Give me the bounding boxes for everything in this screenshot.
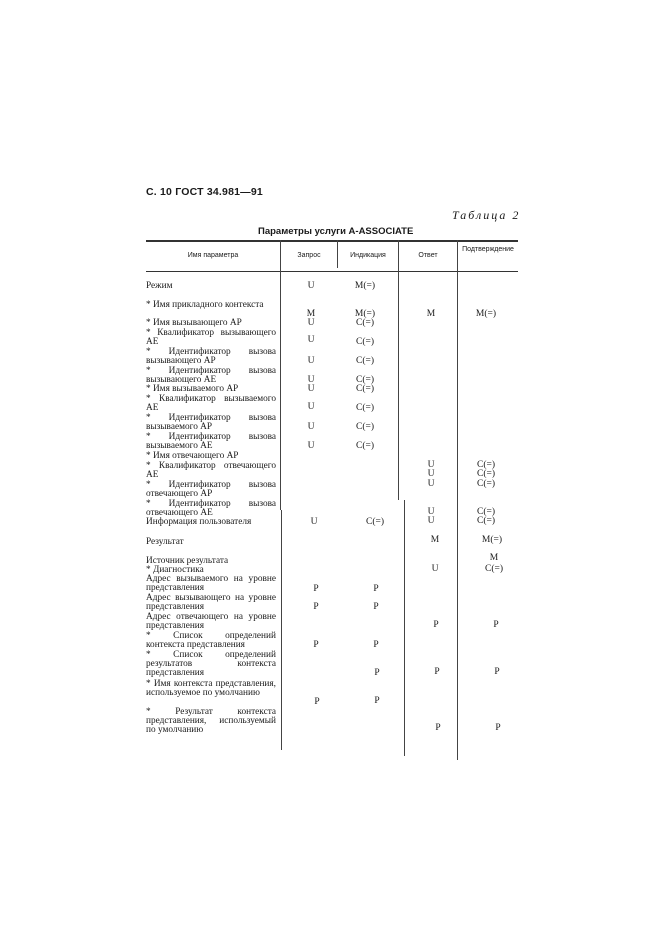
request-value: P (313, 584, 319, 594)
parameter-name: * Квалификатор вызываемого АЕ (146, 394, 276, 414)
confirm-value: C(=) (476, 507, 496, 517)
request-value: U (307, 384, 315, 394)
parameter-name: * Идентификатор вызова вызывающего АР (146, 347, 276, 367)
indication-value: C(=) (355, 403, 375, 413)
response-value: U (427, 479, 435, 489)
column-header-response: Ответ (418, 252, 438, 259)
request-value: P (314, 697, 320, 707)
column-divider (281, 510, 282, 750)
parameter-name: Адрес вызываемого на уровне представления (146, 574, 276, 594)
response-value: U (427, 460, 435, 470)
parameter-name: * Идентификатор вызова отвечающего АЕ (146, 499, 276, 519)
confirm-value: M(=) (475, 309, 497, 319)
parameter-name: Адрес вызывающего на уровне представления (146, 593, 276, 613)
indication-value: P (373, 602, 379, 612)
parameter-name: * Список определений результатов контекста представления (146, 650, 276, 679)
column-divider (337, 240, 338, 268)
request-value: U (310, 517, 318, 527)
confirm-value: C(=) (476, 479, 496, 489)
parameter-name: Режим (146, 281, 173, 291)
page-header: С. 10 ГОСТ 34.981—91 (146, 186, 263, 198)
parameter-name: * Квалификатор отвечающего АЕ (146, 461, 276, 481)
table-top-rule (146, 240, 518, 242)
response-value: U (427, 507, 435, 517)
column-divider (280, 240, 281, 510)
table-number: Таблица 2 (452, 208, 521, 222)
confirm-value: P (495, 723, 501, 733)
response-value: U (427, 469, 435, 479)
parameter-name: * Идентификатор вызова вызываемого АЕ (146, 432, 276, 452)
parameter-name: * Имя вызывающего АР (146, 318, 242, 328)
response-value: P (434, 667, 440, 677)
indication-value: M(=) (354, 281, 376, 291)
confirm-value: C(=) (484, 564, 504, 574)
request-value: U (307, 318, 315, 328)
confirm-value: C(=) (476, 516, 496, 526)
indication-value: C(=) (355, 356, 375, 366)
request-value: U (307, 375, 315, 385)
indication-value: C(=) (365, 517, 385, 527)
indication-value: C(=) (355, 337, 375, 347)
confirm-value: M(=) (481, 535, 503, 545)
indication-value: M(=) (354, 309, 376, 319)
response-value: U (427, 516, 435, 526)
response-value: M (430, 535, 440, 545)
parameter-name: * Идентификатор вызова отвечающего АР (146, 480, 276, 500)
parameter-name: * Список определений контекста представления (146, 631, 276, 651)
parameter-name: Адрес отвечающего на уровне представления (146, 612, 276, 632)
parameter-name: * Идентификатор вызова вызываемого АР (146, 413, 276, 433)
parameter-name: Источник результата (146, 556, 229, 566)
response-value: P (433, 620, 439, 630)
parameter-name: Результат (146, 537, 184, 547)
request-value: U (307, 356, 315, 366)
request-value: U (307, 281, 315, 291)
request-value: P (313, 640, 319, 650)
parameter-name: * Диагностика (146, 565, 204, 575)
column-header-confirm: Подтверждение (462, 246, 514, 253)
parameter-name: * Имя контекста представления, используемое по умолчанию (146, 679, 276, 699)
parameter-name: * Имя отвечающего АР (146, 451, 239, 461)
response-value: U (431, 564, 439, 574)
response-value: P (435, 723, 441, 733)
indication-value: P (374, 696, 380, 706)
indication-value: C(=) (355, 375, 375, 385)
request-value: P (313, 602, 319, 612)
indication-value: P (374, 668, 380, 678)
parameter-name: * Имя прикладного контекста (146, 300, 264, 310)
confirm-value: M (489, 553, 499, 563)
request-value: U (307, 422, 315, 432)
indication-value: P (373, 584, 379, 594)
request-value: U (307, 335, 315, 345)
table-caption: Параметры услуги A-ASSOCIATE (258, 226, 414, 237)
column-header-request: Запрос (297, 252, 321, 259)
column-divider (398, 240, 399, 500)
parameter-name: Информация пользователя (146, 517, 252, 527)
confirm-value: C(=) (476, 469, 496, 479)
column-header-name: Имя параметра (187, 252, 239, 259)
column-divider (457, 240, 458, 760)
indication-value: C(=) (355, 422, 375, 432)
parameter-name: * Имя вызываемого АР (146, 384, 239, 394)
column-header-indication: Индикация (350, 252, 386, 259)
confirm-value: C(=) (476, 460, 496, 470)
request-value: M (306, 309, 316, 319)
request-value: U (307, 402, 315, 412)
parameter-name: * Идентификатор вызова вызывающего АЕ (146, 366, 276, 386)
request-value: U (307, 441, 315, 451)
response-value: M (426, 309, 436, 319)
confirm-value: P (493, 620, 499, 630)
confirm-value: P (494, 667, 500, 677)
indication-value: P (373, 640, 379, 650)
parameter-name: * Квалификатор вызывающего АЕ (146, 328, 276, 348)
indication-value: C(=) (355, 384, 375, 394)
parameter-name: * Результат контекста представления, используемый по умолчанию (146, 707, 276, 736)
column-divider (404, 500, 405, 756)
table-header-rule (146, 271, 518, 272)
indication-value: C(=) (355, 441, 375, 451)
indication-value: C(=) (355, 318, 375, 328)
